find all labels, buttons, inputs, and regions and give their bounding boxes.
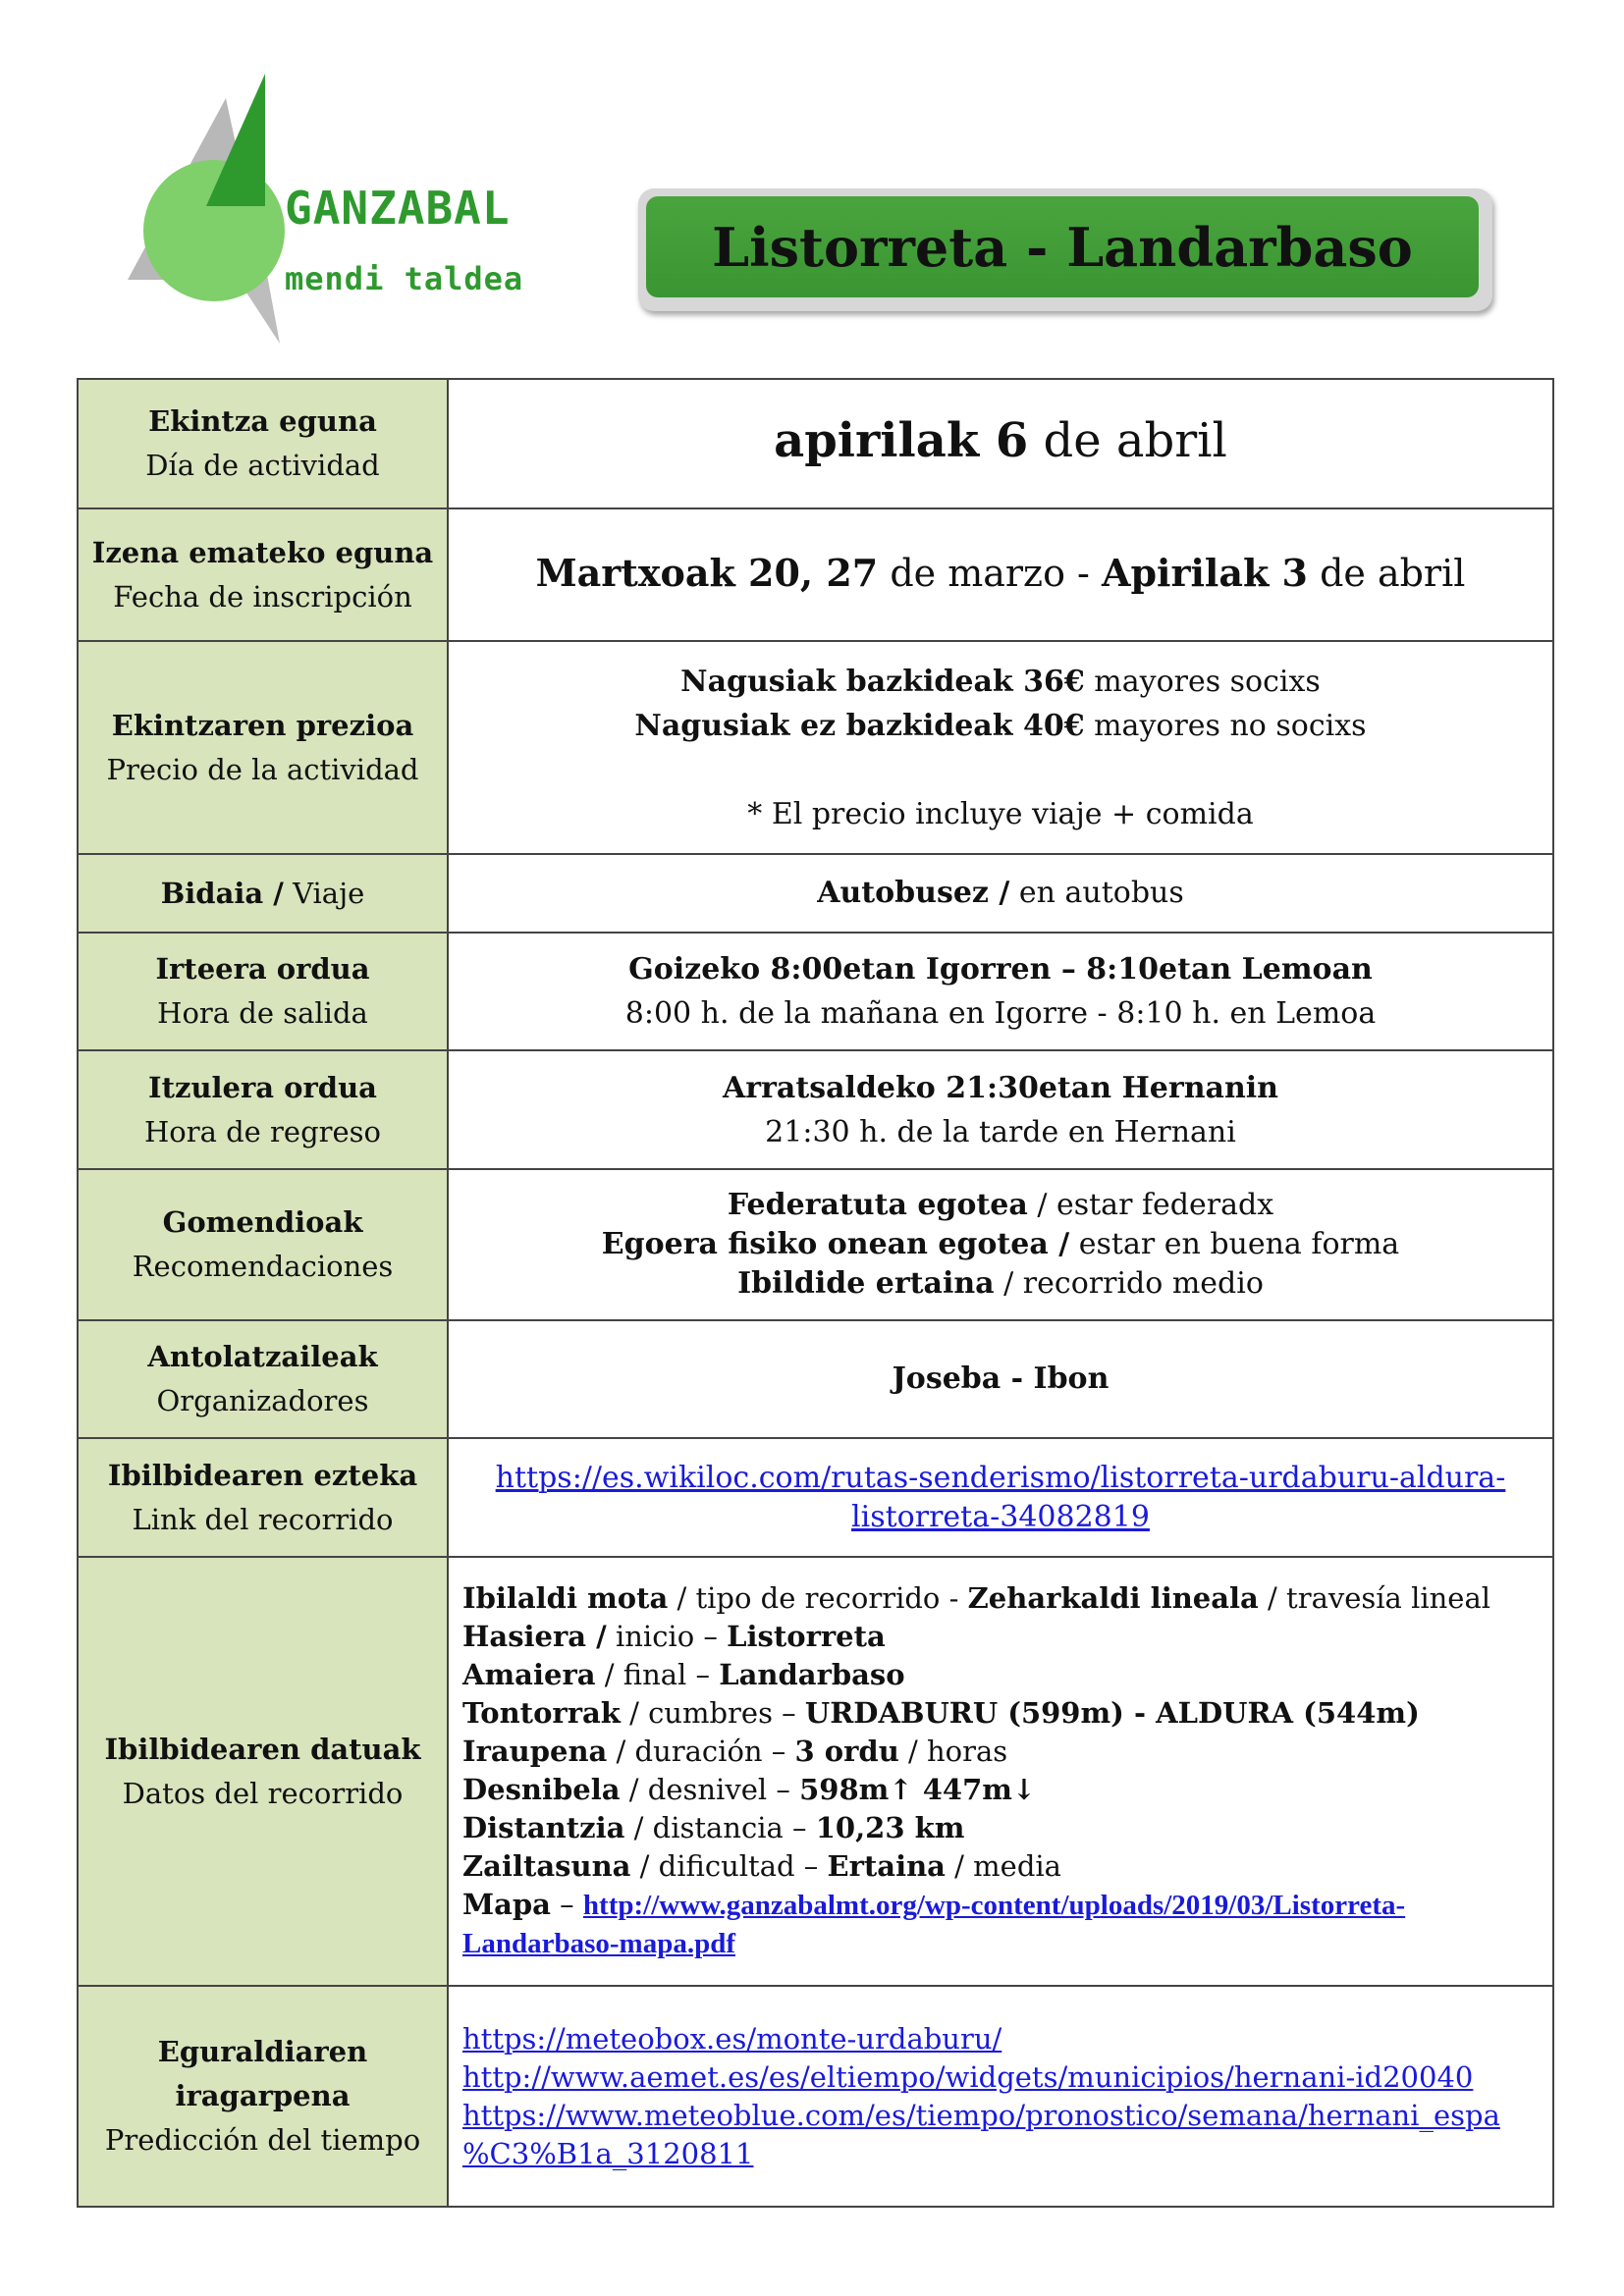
map-link-cont[interactable]: Landarbaso-mapa.pdf xyxy=(462,1928,735,1959)
title-banner xyxy=(638,188,1492,311)
label-es: Precio de la actividad xyxy=(106,752,419,786)
logo-name: GANZABAL xyxy=(285,182,511,235)
reg-date-2: Apirilak 3 xyxy=(1101,550,1308,595)
route-line: Zailtasuna / dificultad – Ertaina / media xyxy=(462,1849,1061,1883)
route-line: Mapa – http://www.ganzabalmt.org/wp-content/uploads/2019/03/Listorreta- xyxy=(462,1888,1406,1921)
label-es: Día de actividad xyxy=(145,449,380,482)
route-line: Amaiera / final – Landarbaso xyxy=(462,1658,905,1691)
table-row xyxy=(78,1986,1553,2207)
value-cell xyxy=(448,1320,1553,1438)
label-eu: Ibilbidearen datuak xyxy=(104,1732,421,1766)
route-line: Ibilaldi mota / tipo de recorrido - Zeharkaldi lineala / travesía lineal xyxy=(462,1581,1491,1615)
label-es: Viaje xyxy=(283,876,365,910)
logo-subtitle: mendi taldea xyxy=(285,260,524,297)
page-title: Listorreta - Landarbaso xyxy=(712,215,1413,279)
label-eu: Gomendioak xyxy=(162,1205,363,1239)
travel-value-eu: Autobusez / xyxy=(817,876,1010,910)
weather-link-aemet[interactable]: http://www.aemet.es/es/eltiempo/widgets/municipios/hernani-id20040 xyxy=(462,2059,1474,2094)
label-cell xyxy=(78,1169,448,1320)
value-cell xyxy=(448,379,1553,508)
table-row xyxy=(78,933,1553,1050)
label-cell xyxy=(78,933,448,1050)
table-row xyxy=(78,854,1553,933)
price-nonmembers-es: mayores no socixs xyxy=(1084,708,1367,743)
title-banner-inner xyxy=(646,196,1479,297)
date-value-es: de abril xyxy=(1028,412,1227,468)
club-logo xyxy=(128,74,560,353)
rec-2-es: estar en buena forma xyxy=(1069,1227,1400,1261)
table-row xyxy=(78,1050,1553,1169)
return-eu: Arratsaldeko 21:30etan Hernanin xyxy=(723,1070,1278,1105)
reg-text-1: de marzo - xyxy=(878,551,1102,595)
label-eu: Ekintzaren prezioa xyxy=(111,708,414,742)
label-cell xyxy=(78,1438,448,1557)
date-value-eu: apirilak 6 xyxy=(774,412,1029,468)
label-cell xyxy=(78,1050,448,1169)
route-line: Desnibela / desnivel – 598m↑ 447m↓ xyxy=(462,1773,1037,1806)
value-cell xyxy=(448,933,1553,1050)
value-cell xyxy=(448,1557,1553,1986)
label-eu: Ibilbidearen ezteka xyxy=(107,1458,418,1492)
departure-es: 8:00 h. de la mañana en Igorre - 8:10 h. en Lemoa xyxy=(624,996,1377,1031)
price-members: Nagusiak bazkideak 36€ xyxy=(680,664,1085,699)
travel-value-es: en autobus xyxy=(1009,876,1184,910)
route-line: Iraupena / duración – 3 ordu / horas xyxy=(462,1735,1008,1768)
value-cell xyxy=(448,854,1553,933)
label-es: Organizadores xyxy=(156,1384,369,1417)
label-es: Fecha de inscripción xyxy=(113,579,412,614)
label-eu: Antolatzaileak xyxy=(147,1340,378,1373)
route-line: Distantzia / distancia – 10,23 km xyxy=(462,1811,965,1844)
reg-date-1: Martxoak 20, 27 xyxy=(535,550,879,595)
label-es: Hora de regreso xyxy=(143,1114,382,1148)
table-row xyxy=(78,1557,1553,1986)
label-es: Recomendaciones xyxy=(132,1250,394,1283)
table-row xyxy=(78,508,1553,641)
price-line xyxy=(450,660,1551,704)
label-cell xyxy=(78,508,448,641)
label-cell xyxy=(78,379,448,508)
weather-link-meteoblue-cont[interactable]: %C3%B1a_3120811 xyxy=(462,2136,754,2170)
value-cell xyxy=(448,508,1553,641)
label-cell xyxy=(78,1986,448,2207)
reg-text-2: de abril xyxy=(1307,551,1466,595)
departure-eu: Goizeko 8:00etan Igorren – 8:10etan Lemoan xyxy=(628,952,1373,987)
table-row xyxy=(78,1169,1553,1320)
label-cell xyxy=(78,1320,448,1438)
rec-3-es: / recorrido medio xyxy=(994,1266,1264,1301)
value-cell xyxy=(448,1050,1553,1169)
label-eu: Eguraldiaren xyxy=(157,2035,368,2068)
price-members-es: mayores socixs xyxy=(1084,664,1321,699)
label-eu: Izena emateko eguna xyxy=(91,535,434,569)
label-es: Predicción del tiempo xyxy=(104,2123,421,2157)
organizers-value: Joseba - Ibon xyxy=(892,1362,1110,1396)
price-line xyxy=(450,704,1551,748)
table-row xyxy=(78,641,1553,854)
rec-3-eu: Ibildide ertaina xyxy=(737,1266,995,1301)
route-link[interactable]: https://es.wikiloc.com/rutas-senderismo/listorreta-urdaburu-aldura- xyxy=(495,1460,1506,1495)
value-cell xyxy=(448,1986,1553,2207)
label-cell xyxy=(78,1557,448,1986)
label-es: Hora de salida xyxy=(157,996,368,1030)
label-eu-cont: iragarpena xyxy=(175,2079,351,2112)
activity-table xyxy=(77,378,1554,2208)
route-line: Tontorrak / cumbres – URDABURU (599m) - ALDURA (544m) xyxy=(462,1696,1420,1730)
map-link[interactable]: http://www.ganzabalmt.org/wp-content/uploads/2019/03/Listorreta- xyxy=(582,1890,1406,1921)
route-line: Hasiera / inicio – Listorreta xyxy=(462,1620,886,1653)
value-cell[interactable] xyxy=(448,1438,1553,1557)
label-es: Link del recorrido xyxy=(132,1502,394,1536)
rec-1-es: / estar federadx xyxy=(1027,1188,1274,1222)
route-link-cont[interactable]: listorreta-34082819 xyxy=(851,1499,1150,1534)
price-note: * El precio incluye viaje + comida xyxy=(747,796,1254,831)
label-eu: Itzulera ordua xyxy=(148,1070,377,1104)
value-cell xyxy=(448,641,1553,854)
label-es: Datos del recorrido xyxy=(122,1776,404,1810)
weather-link-meteoblue[interactable]: https://www.meteoblue.com/es/tiempo/pronostico/semana/hernani_espa xyxy=(462,2098,1500,2132)
table-row xyxy=(78,379,1553,508)
label-cell xyxy=(78,854,448,933)
label-eu: Irteera ordua xyxy=(155,952,370,986)
label-eu: Bidaia / xyxy=(160,876,284,910)
value-cell xyxy=(448,1169,1553,1320)
rec-1-eu: Federatuta egotea xyxy=(727,1188,1028,1222)
rec-2-eu: Egoera fisiko onean egotea / xyxy=(601,1227,1070,1261)
table-row xyxy=(78,1438,1553,1557)
return-es: 21:30 h. de la tarde en Hernani xyxy=(765,1114,1236,1149)
weather-link-meteobox[interactable]: https://meteobox.es/monte-urdaburu/ xyxy=(462,2021,1002,2056)
label-eu: Ekintza eguna xyxy=(148,404,377,438)
label-cell xyxy=(78,641,448,854)
table-row xyxy=(78,1320,1553,1438)
price-nonmembers: Nagusiak ez bazkideak 40€ xyxy=(634,708,1085,743)
